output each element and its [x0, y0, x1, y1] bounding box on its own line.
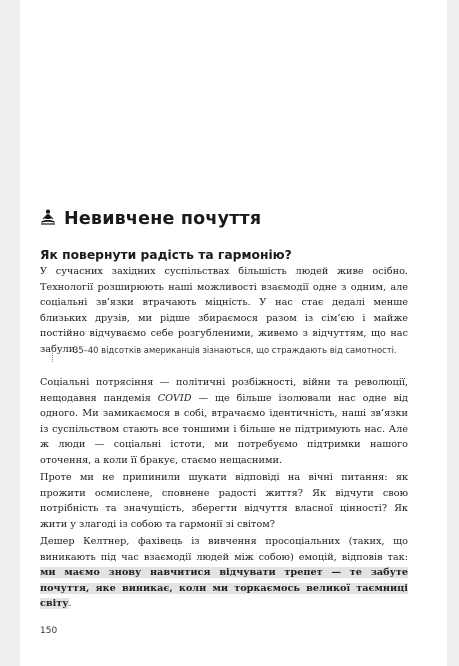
meditation-icon	[40, 209, 56, 225]
paragraph-4-start: Дешер Келтнер, фахівець із вивчення просоціальних (таких, що виникають під час взаємодії людей між собою) емоцій, відповів так:	[40, 536, 408, 563]
quote-marker	[52, 345, 57, 362]
page-number: 150	[40, 626, 58, 636]
section-subheading: Як повернути радість та гармонію?	[40, 248, 292, 262]
paragraph-2-start: Соціальні потрясіння — політичні розбіжності, війни та революції, нещодавня пандемія	[40, 377, 408, 404]
paragraph-4-end: .	[68, 598, 72, 610]
paragraph-3: Проте ми не припинили шукати відповіді на вічні питання: як прожити осмислене, сповнене радості життя? Як відчути свою потрібність та значущість, зберегти відчуття власної цінності? Як жити у злагоді із собою та гармонії зі світом?	[40, 472, 408, 530]
paragraph-2-end: — ще більше ізолювали нас одне від одного. Ми замикаємося в собі, втрачаємо ідентичність, наші зв’язки із суспільством стають все тоншими і більше не підтримують нас. Але ж люди — соціальні істоти, ми потребуємо підтримки нашого оточення, а коли її бракує, стаємо нещасними.	[40, 392, 408, 466]
paragraph-1: У сучасних західних суспільствах більшість людей живе осібно. Технології розширюють наші можливості взаємодії одне з одним, але соціальні зв’язки втрачають міцність. У нас стає дедалі менше близьких друзів, ми рідше збираємося разом із сім’єю і майже постійно відчуваємо себе розгубленими, живемо з відчуттям, що нас забули.	[40, 266, 408, 355]
highlighted-quote: ми маємо знову навчитися відчувати трепет — те забуте почуття, яке виникає, коли ми торкаємось великої таємниці світу	[40, 567, 408, 610]
pull-quote: 35–40 відсотків американців зізнаються, що страждають від самотності.	[73, 345, 397, 355]
chapter-title	[40, 209, 400, 229]
chapter-title-text: Невивчене почуття	[64, 209, 262, 229]
paragraph-2-emphasis: COVID	[157, 392, 192, 404]
paragraph-4	[40, 534, 408, 612]
paragraph-2	[40, 375, 408, 469]
